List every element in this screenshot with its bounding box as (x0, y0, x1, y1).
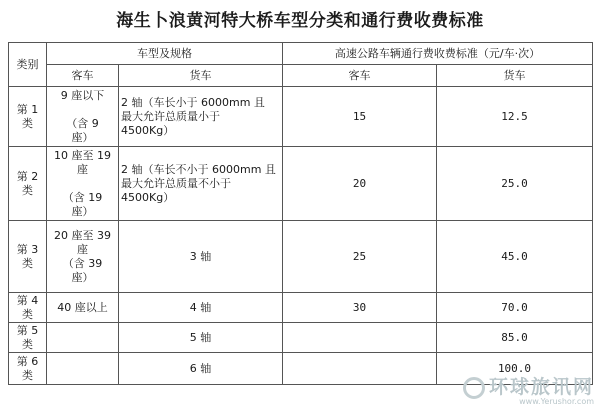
passenger-spec-cell: 9 座以下 （含 9 座） (47, 87, 119, 147)
truck-spec-cell: 3 轴 (119, 221, 283, 293)
table-row (9, 323, 593, 353)
category-cell: 第 6 类 (9, 353, 47, 385)
watermark (463, 372, 594, 407)
passenger-spec-cell (47, 323, 119, 353)
passenger-spec-cell: 20 座至 39 座 （含 39 座） (47, 221, 119, 293)
category-cell: 第 5 类 (9, 323, 47, 353)
passenger-spec-cell: 10 座至 19 座 （含 19 座） (47, 147, 119, 221)
watermark-text: 环球旅讯网 (488, 375, 594, 398)
passenger-spec-cell: 40 座以上 (47, 293, 119, 323)
category-cell: 第 2 类 (9, 147, 47, 221)
toll-truck-cell: 100.0 (437, 353, 593, 385)
truck-spec-cell: 6 轴 (119, 353, 283, 385)
category-cell: 第 4 类 (9, 293, 47, 323)
header-row-2 (9, 65, 593, 87)
truck-spec-cell: 2 轴（车长不小于 6000mm 且 最大允许总质量不小于 4500Kg） (119, 147, 283, 221)
toll-truck-cell: 12.5 (437, 87, 593, 147)
table-row (9, 293, 593, 323)
table-row (9, 147, 593, 221)
table-row (9, 221, 593, 293)
toll-truck-cell: 70.0 (437, 293, 593, 323)
header-truck: 货车 (119, 65, 283, 87)
header-passenger: 客车 (47, 65, 119, 87)
toll-passenger-cell: 15 (283, 87, 437, 147)
header-row-1 (9, 43, 593, 65)
category-cell: 第 3 类 (9, 221, 47, 293)
header-toll-passenger: 客车 (283, 65, 437, 87)
header-spec: 车型及规格 (47, 43, 283, 65)
watermark-url: www.Yerushor.com (519, 397, 594, 406)
toll-passenger-cell: 30 (283, 293, 437, 323)
truck-spec-cell: 5 轴 (119, 323, 283, 353)
toll-passenger-cell (283, 323, 437, 353)
truck-spec-cell: 4 轴 (119, 293, 283, 323)
truck-spec-cell: 2 轴（车长小于 6000mm 且 最大允许总质量小于 4500Kg） (119, 87, 283, 147)
globe-logo-icon (463, 377, 485, 399)
header-category: 类别 (9, 43, 47, 87)
page-title: 海生卜浪黄河特大桥车型分类和通行费收费标准 (116, 11, 484, 31)
toll-truck-cell: 45.0 (437, 221, 593, 293)
passenger-spec-cell (47, 353, 119, 385)
toll-truck-cell: 85.0 (437, 323, 593, 353)
table-row (9, 87, 593, 147)
header-toll-truck: 货车 (437, 65, 593, 87)
toll-truck-cell: 25.0 (437, 147, 593, 221)
category-cell: 第 1 类 (9, 87, 47, 147)
header-toll: 高速公路车辆通行费收费标准（元/车·次） (283, 43, 593, 65)
toll-passenger-cell (283, 353, 437, 385)
toll-passenger-cell: 25 (283, 221, 437, 293)
toll-passenger-cell: 20 (283, 147, 437, 221)
toll-table (8, 42, 593, 385)
